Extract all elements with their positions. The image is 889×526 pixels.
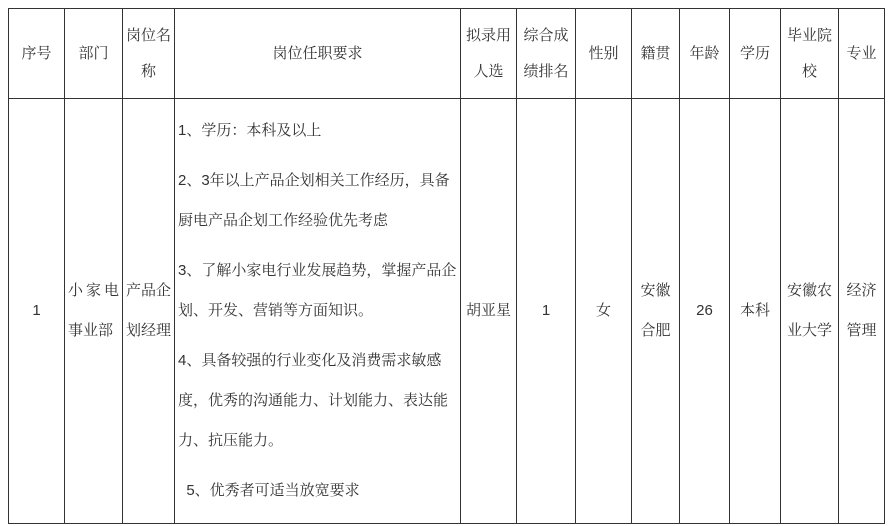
requirement-item-5: 5、优秀者可适当放宽要求 <box>178 482 360 499</box>
header-position: 岗位名称 <box>123 9 175 99</box>
cell-department: 小家电事业部 <box>65 99 123 524</box>
cell-major: 经济管理 <box>839 99 885 524</box>
requirement-item-2: 2、3年以上产品企划相关工作经历，具备厨电产品企划工作经验优先考虑 <box>178 172 450 229</box>
cell-age: 26 <box>680 99 730 524</box>
header-education: 学历 <box>730 9 781 99</box>
header-index: 序号 <box>9 9 65 99</box>
header-requirements: 岗位任职要求 <box>175 9 461 99</box>
header-gender: 性别 <box>576 9 632 99</box>
header-department: 部门 <box>65 9 123 99</box>
cell-gender: 女 <box>576 99 632 524</box>
recruitment-table <box>8 8 885 524</box>
cell-candidate: 胡亚星 <box>461 99 517 524</box>
header-major: 专业 <box>839 9 885 99</box>
cell-index: 1 <box>9 99 65 524</box>
cell-position: 产品企划经理 <box>123 99 175 524</box>
header-candidate: 拟录用人选 <box>461 9 517 99</box>
header-rank: 综合成绩排名 <box>517 9 576 99</box>
table-row <box>9 99 885 524</box>
header-school: 毕业院校 <box>781 9 839 99</box>
header-row <box>9 9 885 99</box>
requirement-item-3: 3、了解小家电行业发展趋势，掌握产品企划、开发、营销等方面知识。 <box>178 262 457 319</box>
cell-education: 本科 <box>730 99 781 524</box>
requirement-item-4: 4、具备较强的行业变化及消费需求敏感度，优秀的沟通能力、计划能力、表达能力、抗压能力。 <box>178 352 449 449</box>
header-hometown: 籍贯 <box>632 9 680 99</box>
cell-requirements <box>175 99 461 524</box>
cell-hometown: 安徽合肥 <box>632 99 680 524</box>
header-age: 年龄 <box>680 9 730 99</box>
cell-school: 安徽农业大学 <box>781 99 839 524</box>
requirement-item-1: 1、学历：本科及以上 <box>178 122 322 139</box>
cell-rank: 1 <box>517 99 576 524</box>
